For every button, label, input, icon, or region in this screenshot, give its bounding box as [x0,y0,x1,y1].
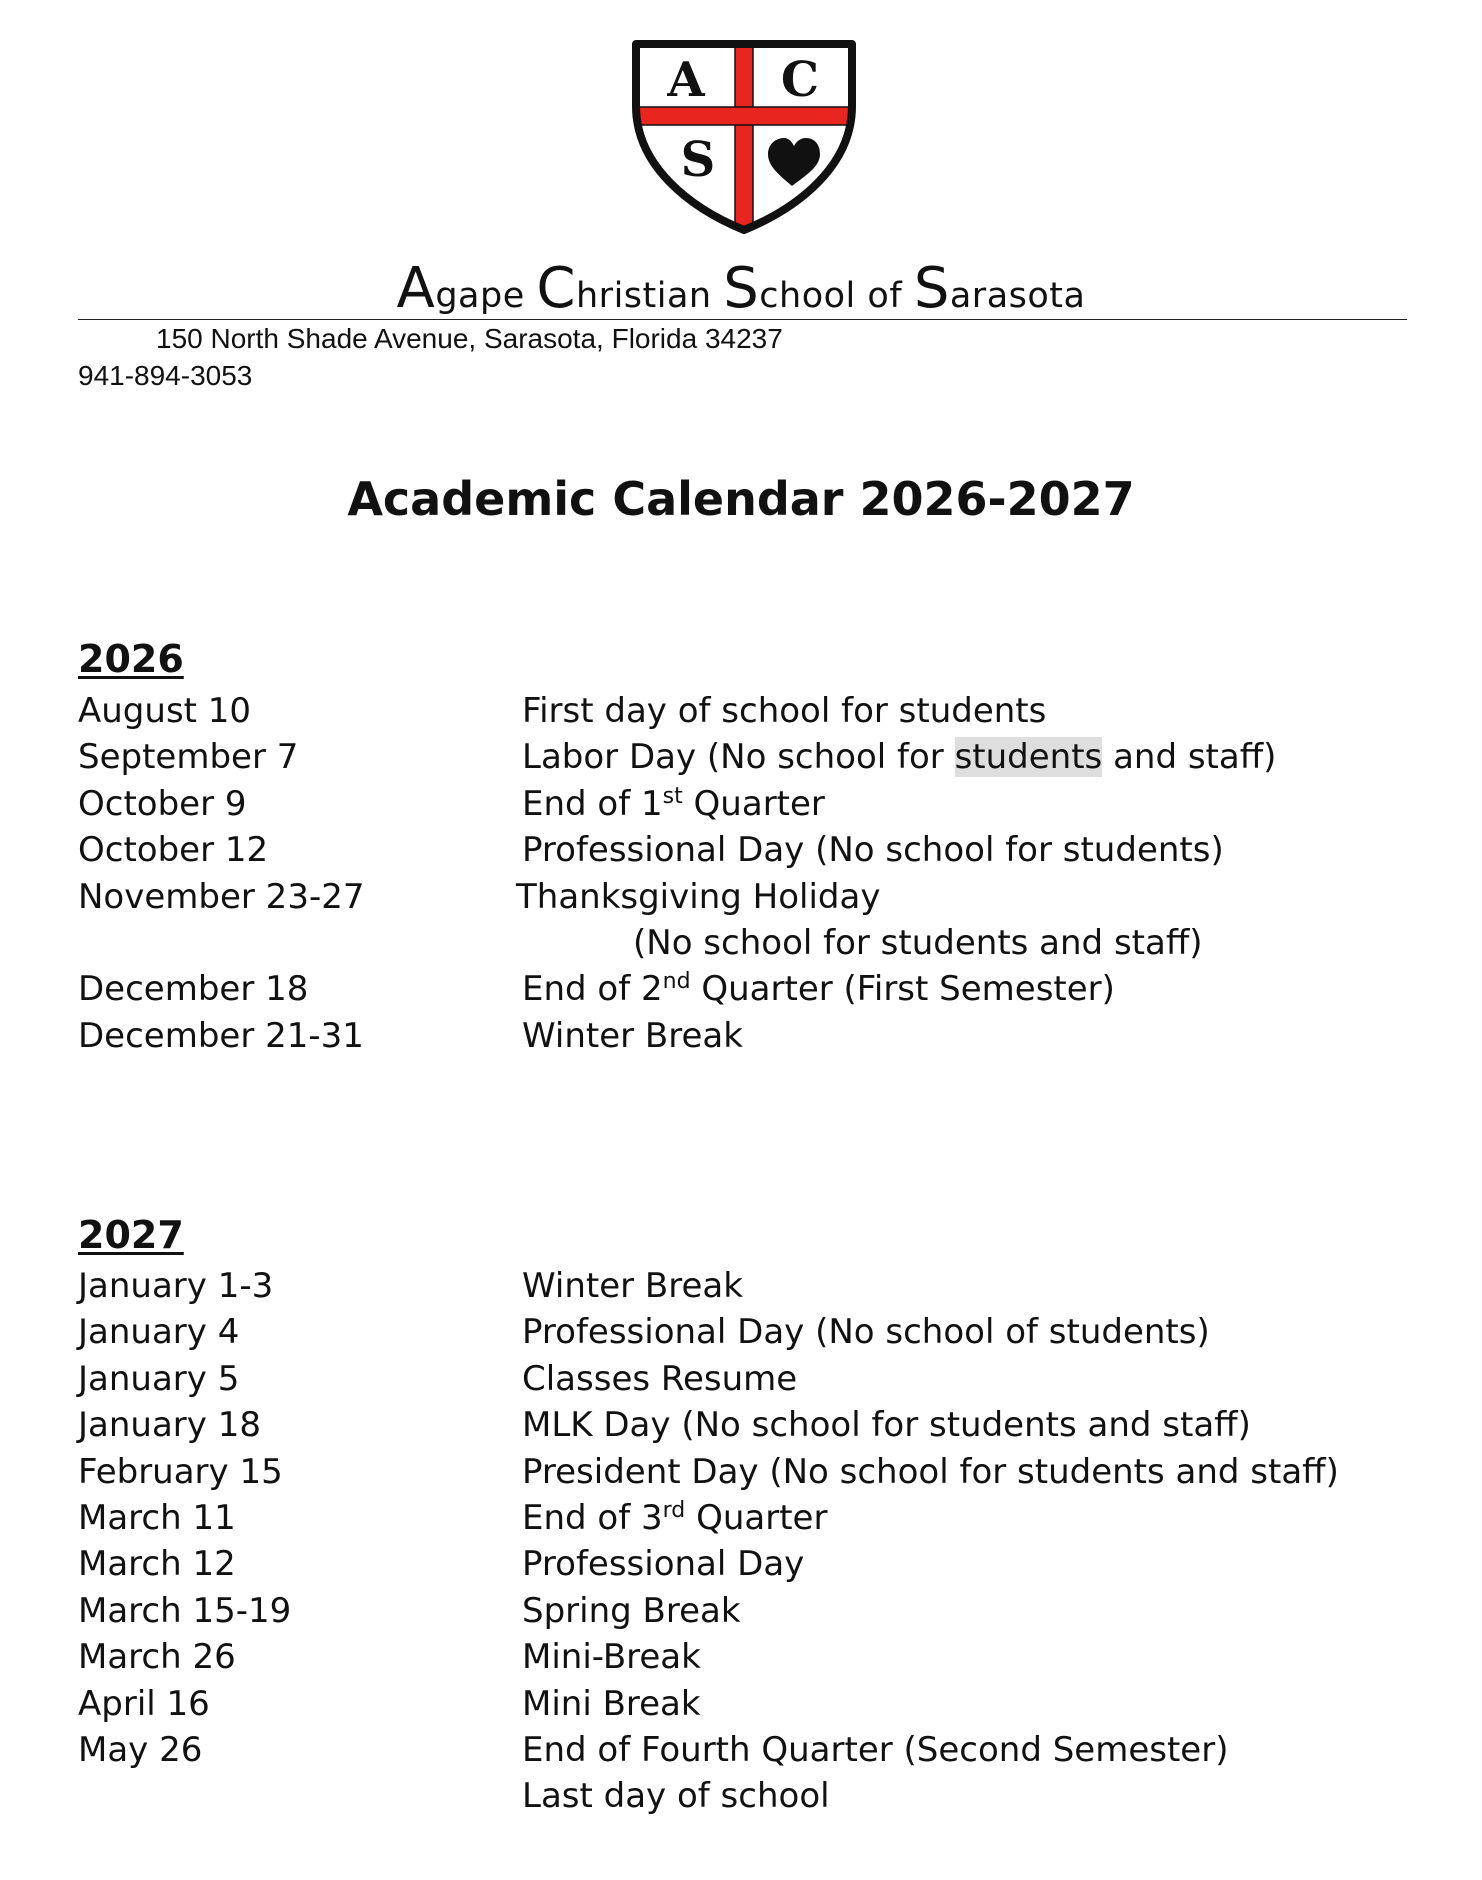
events-list-2026 [78,688,1408,1059]
calendar-row [78,1013,1408,1059]
event-description [522,688,1046,734]
event-description-text: End of Fourth Quarter (Second Semester) [522,1729,1229,1770]
event-description-text: Labor Day (No school for [522,737,955,778]
calendar-row [78,827,1408,873]
school-name-word [867,276,902,316]
crest-letter-c: C [780,52,820,108]
event-description [522,1013,743,1059]
calendar-row-continuation [78,1773,1408,1819]
event-description-text: President Day (No school for students and staff) [522,1451,1339,1492]
school-name-word [396,256,525,321]
event-description-text: Mini Break [522,1683,701,1724]
event-date: January 5 [78,1358,240,1399]
event-description-text: Professional Day (No school of students) [522,1312,1210,1353]
school-name-word [913,256,1086,321]
event-description-text: and staff) [1102,737,1277,778]
event-description [522,1541,804,1587]
event-date: November 23-27 [78,876,365,917]
school-name-initial: C [536,256,576,321]
school-name-rest: of [867,276,903,316]
header-divider [78,319,1407,320]
event-date: October 9 [78,783,247,824]
school-name-rest: chool [759,276,856,316]
event-description-text: Professional Day [522,1544,805,1585]
event-description [522,734,1276,780]
event-description-text: Quarter (First Semester) [690,969,1115,1010]
event-date: February 15 [78,1451,283,1492]
event-description [522,966,1115,1012]
calendar-row [78,1449,1408,1495]
calendar-row [78,1727,1408,1773]
ordinal-suffix: nd [662,969,691,995]
crest-letter-a: A [667,52,705,108]
calendar-row [78,1402,1408,1448]
calendar-row [78,1263,1408,1309]
calendar-row [78,688,1408,734]
event-description [522,1309,1210,1355]
school-name-initial: S [723,256,760,321]
calendar-row [78,1541,1408,1587]
event-date: August 10 [78,691,252,731]
calendar-row-continuation [78,920,1408,966]
event-description [522,1727,1228,1773]
event-date: April 16 [78,1683,210,1724]
school-address: 150 North Shade Avenue, Sarasota, Florida 34237 [156,323,783,354]
calendar-row [78,1495,1408,1541]
school-phone: 941-894-3053 [78,360,253,391]
calendar-row [78,734,1408,780]
crest-letter-s: S [680,132,716,188]
event-date: September 7 [78,737,299,778]
event-date: October 12 [78,830,269,871]
event-date: March 26 [78,1637,236,1678]
events-list-2027 [78,1263,1408,1820]
event-description-text: Quarter [685,1497,828,1538]
year-heading-2026: 2026 [78,637,184,681]
event-description-continued: Last day of school [522,1776,830,1817]
event-description [522,1588,741,1634]
event-date: December 21-31 [78,1015,364,1056]
event-description-text: End of 2 [522,969,663,1010]
school-name-initial: S [913,256,950,321]
event-description [522,1449,1339,1495]
event-description [516,874,880,920]
event-date: January 1-3 [78,1266,274,1306]
event-date: March 15-19 [78,1590,292,1631]
calendar-row [78,874,1408,920]
event-description-text: Classes Resume [522,1358,798,1399]
calendar-row [78,966,1408,1012]
event-description [522,1495,827,1541]
school-name-rest: hristian [576,276,712,316]
event-description-text: MLK Day (No school for students and staff) [522,1405,1251,1446]
school-name [0,256,1482,321]
event-date: January 4 [78,1312,240,1353]
event-date: January 18 [78,1405,261,1446]
event-description-text: Winter Break [522,1266,743,1306]
event-description [522,1263,743,1309]
event-description [522,781,825,827]
school-name-word [723,256,856,321]
highlighted-text: students [954,737,1103,778]
event-description-text: Professional Day (No school for students) [522,830,1224,871]
event-description [522,1402,1251,1448]
event-description-text: Quarter [682,783,825,824]
calendar-row [78,1634,1408,1680]
ordinal-suffix: st [662,783,683,809]
school-name-initial: A [396,256,436,321]
calendar-row [78,1356,1408,1402]
event-date: March 11 [78,1497,236,1538]
event-description-text: Mini-Break [522,1637,701,1678]
event-description-text: Spring Break [522,1590,741,1631]
calendar-row [78,1681,1408,1727]
calendar-row [78,1588,1408,1634]
event-date: May 26 [78,1729,203,1770]
event-description [522,1634,701,1680]
event-description-text: End of 3 [522,1497,663,1538]
school-crest-logo [628,36,860,234]
ordinal-suffix: rd [662,1497,686,1523]
event-description [522,1356,797,1402]
calendar-row [78,1309,1408,1355]
event-description-continued: (No school for students and staff) [633,922,1203,963]
event-description-text: First day of school for students [522,691,1047,731]
event-description [522,1681,701,1727]
school-name-rest: gape [435,276,525,316]
school-name-word [536,256,712,321]
event-date: March 12 [78,1544,236,1585]
school-name-rest: arasota [949,276,1086,316]
year-heading-2027: 2027 [78,1213,184,1257]
event-description-text: End of 1 [522,783,663,824]
page-title: Academic Calendar 2026-2027 [347,472,1135,526]
event-description-text: Thanksgiving Holiday [516,876,881,917]
event-date: December 18 [78,969,309,1010]
event-description-text: Winter Break [522,1015,743,1056]
calendar-row [78,781,1408,827]
event-description [522,827,1224,873]
